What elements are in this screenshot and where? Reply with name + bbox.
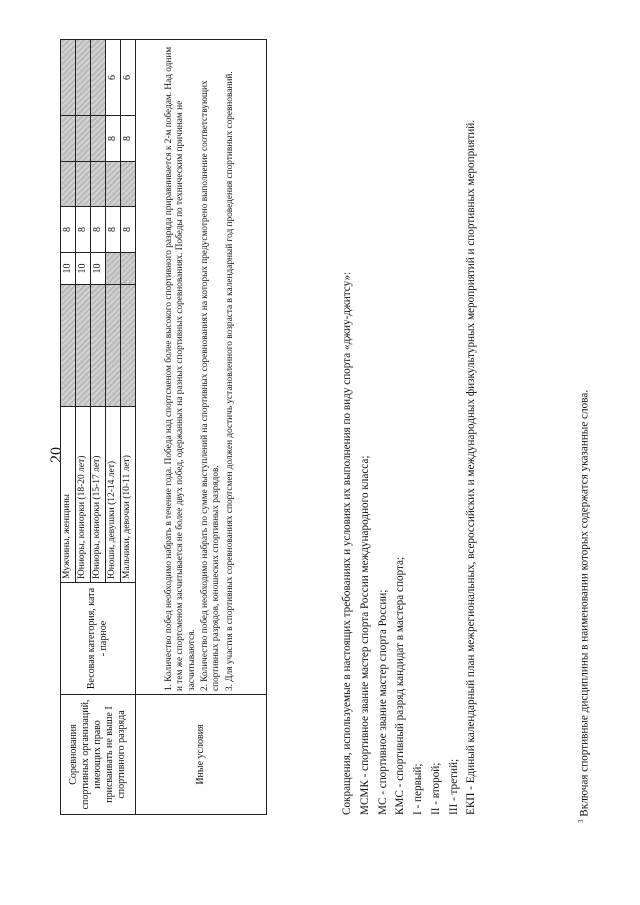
table-cell: 10	[76, 253, 91, 285]
table-cell	[121, 285, 136, 407]
conditions-cell	[136, 40, 267, 695]
abbreviation-item: ЕКП - Единый календарный план межрегиональных, всероссийских и международных физкультурных мероприятий и спортивных мероприятий.	[465, 120, 478, 815]
table-row	[136, 40, 267, 815]
footnote-text: Включая спортивные дисциплины в наименовании которых содержатся указанные слова.	[578, 389, 591, 817]
table-cell	[106, 285, 121, 407]
abbreviation-item: III - третий;	[447, 758, 460, 815]
competition-header-cell: Соревнования спортивных организаций, имеющих право присваивать не выше I спортивного разряда	[61, 695, 136, 815]
table-cell: 8	[121, 116, 136, 162]
table-cell	[76, 285, 91, 407]
table-cell	[61, 285, 76, 407]
table-cell: 6	[106, 40, 121, 116]
row-label: Юноши, девушки (12-14 лет)	[106, 407, 121, 583]
table-cell	[76, 116, 91, 162]
table-cell: 8	[121, 207, 136, 253]
abbreviation-item: КМС - спортивный разряд кандидат в мастера спорта;	[394, 556, 407, 815]
page-number: 20	[48, 447, 65, 463]
abbreviations-intro: Сокращения, используемые в настоящих требованиях и условиях их выполнения по виду спорта «джиу-джитсу»:	[341, 271, 353, 815]
table-cell	[61, 116, 76, 162]
row-label: Мужчины, женщины	[61, 407, 76, 583]
table-cell: 6	[121, 40, 136, 116]
footnote-mark: 3	[577, 819, 585, 823]
abbreviation-item: МСМК - спортивное звание мастер спорта России международного класса;	[358, 455, 371, 815]
table-cell	[61, 40, 76, 116]
condition-item: 3. Для участия в спортивных соревнованиях спортсмен должен достичь установленного возраста в календарный год проведения спортивных соревнований.	[224, 71, 235, 691]
table-cell: 8	[91, 207, 106, 253]
weight-category-cell: Весовая категория, ката - парное	[61, 583, 136, 695]
table-cell	[121, 162, 136, 207]
table-cell	[106, 162, 121, 207]
table-cell: 8	[106, 207, 121, 253]
table-cell: 8	[61, 207, 76, 253]
table-cell	[76, 162, 91, 207]
abbreviation-item: МС - спортивное звание мастер спорта России;	[376, 589, 389, 815]
table-cell: 8	[76, 207, 91, 253]
abbreviation-item: II - второй;	[429, 762, 442, 815]
requirements-table	[60, 39, 267, 815]
table-cell: 8	[106, 116, 121, 162]
condition-item: 1. Количество побед необходимо набрать в течение года. Победа над спортсменом более высокого спортивного разряда приравнивается к 2-м победам. Над одним и тем же спортсменом засчитывается не более двух побед, одержанных на разных спортивных соревнованиях. Победы по техническим причинам не засчитываются.	[164, 46, 197, 691]
row-label: Мальчики, девочки (10-11 лет)	[121, 407, 136, 583]
table-cell	[91, 285, 106, 407]
table-cell	[61, 162, 76, 207]
row-label: Юниоры, юниорки (15-17 лет)	[91, 407, 106, 583]
abbreviations-block	[340, 35, 482, 815]
table-cell	[106, 253, 121, 285]
table-cell	[91, 40, 106, 116]
table-cell	[121, 253, 136, 285]
row-label: Юниоры, юниорки (18-20 лет)	[76, 407, 91, 583]
table-cell: 10	[91, 253, 106, 285]
abbreviation-item: I - первый;	[412, 763, 425, 815]
other-conditions-label: Иные условия	[136, 695, 267, 815]
condition-item: 2. Количество побед необходимо набрать по сумме выступлений на спортивных соревнованиях на которых предусмотрено выполнение соответствующих спортивных разрядов, юношеских спортивных разрядов.	[200, 80, 222, 691]
footnote	[577, 33, 591, 823]
table-cell: 10	[61, 253, 76, 285]
table-cell	[76, 40, 91, 116]
table-row	[61, 40, 76, 815]
table-cell	[91, 162, 106, 207]
table-cell	[91, 116, 106, 162]
